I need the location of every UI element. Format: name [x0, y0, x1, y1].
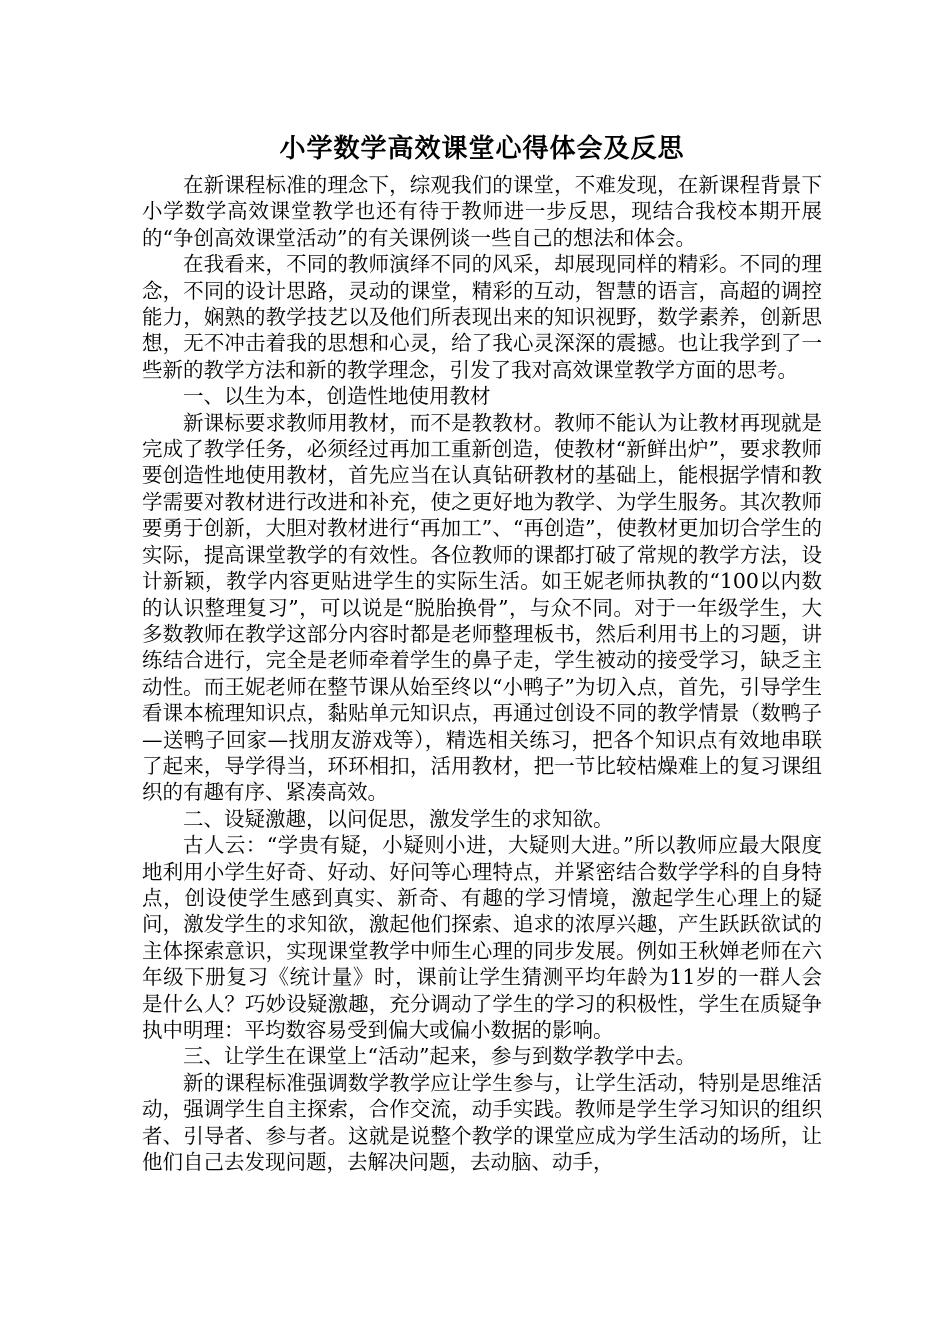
- paragraph-section-3: 新的课程标准强调数学教学应让学生参与，让学生活动，特别是思维活动，强调学生自主探索，合作交流，动手实践。教师是学生学习知识的组织者、引导者、参与者。这就是说整个教学的课堂应成为学生活动的场所，让他们自己去发现问题，去解决问题，去动脑、动手，: [142, 1070, 822, 1175]
- section-heading-2: 二、设疑激趣，以问促思，激发学生的求知欲。: [183, 806, 614, 831]
- paragraph-intro: 在新课程标准的理念下，综观我们的课堂，不难发现，在新课程背景下小学数学高效课堂教学也还有待于教师进一步反思，现结合我校本期开展的“争创高效课堂活动”的有关课例谈一些自己的想法和体会。: [142, 173, 822, 250]
- section-heading-3: 三、让学生在课堂上“活动”起来，参与到数学教学中去。: [183, 1044, 696, 1069]
- paragraph-section-1: 新课标要求教师用教材，而不是教教材。教师不能认为让教材再现就是完成了教学任务，必须经过再加工重新创造，使教材“新鲜出炉”，要求教师要创造性地使用教材，首先应当在认真钻研教材的基础上，能根据学情和教学需要对教材进行改进和补充，使之更好地为教学、为学生服务。其次教师要勇于创新，大胆对教材进行“再加工”、“再创造”，使教材更加切合学生的实际，提高课堂教学的有效性。各位教师的课都打破了常规的教学方法，设计新颖，教学内容更贴进学生的实际生活。如王妮老师执教的“100以内数的认识整理复习”，可以说是“脱胎换骨”，与众不同。对于一年级学生，大多数教师在教学这部分内容时都是老师整理板书，然后利用书上的习题，讲练结合进行，完全是老师牵着学生的鼻子走，学生被动的接受学习，缺乏主动性。而王妮老师在整节课从始至终以“小鸭子”为切入点，首先，引导学生看课本梳理知识点，黏贴单元知识点，再通过创设不同的教学情景（数鸭子—送鸭子回家—找朋友游戏等），精选相关练习，把各个知识点有效地串联了起来，导学得当，环环相扣，活用教材，把一节比较枯燥难上的复习课组织的有趣有序、紧凑高效。: [142, 410, 822, 805]
- paragraph-reflection: 在我看来，不同的教师演绎不同的风采，却展现同样的精彩。不同的理念，不同的设计思路，灵动的课堂，精彩的互动，智慧的语言，高超的调控能力，娴熟的教学技艺以及他们所表现出来的知识视野，数学素养，创新思想，无不冲击着我的思想和心灵，给了我心灵深深的震撼。也让我学到了一些新的教学方法和新的教学理念，引发了我对高效课堂教学方面的思考。: [142, 252, 822, 382]
- paragraph-section-2: 古人云：“学贵有疑，小疑则小进，大疑则大进。”所以教师应最大限度地利用小学生好奇、好动、好问等心理特点，并紧密结合数学学科的自身特点，创设使学生感到真实、新奇、有趣的学习情境，激起学生心理上的疑问，激发学生的求知欲，激起他们探索、追求的浓厚兴趣，产生跃跃欲试的主体探索意识，实现课堂教学中师生心理的同步发展。例如王秋婵老师在六年级下册复习《统计量》时，课前让学生猜测平均年龄为11岁的一群人会是什么人？巧妙设疑激趣，充分调动了学生的学习的积极性，学生在质疑争执中明理：平均数容易受到偏大或偏小数据的影响。: [142, 833, 822, 1042]
- document-page: [142, 130, 822, 1175]
- document-title: 小学数学高效课堂心得体会及反思: [279, 134, 685, 164]
- section-heading-1: 一、以生为本，创造性地使用教材: [183, 384, 491, 409]
